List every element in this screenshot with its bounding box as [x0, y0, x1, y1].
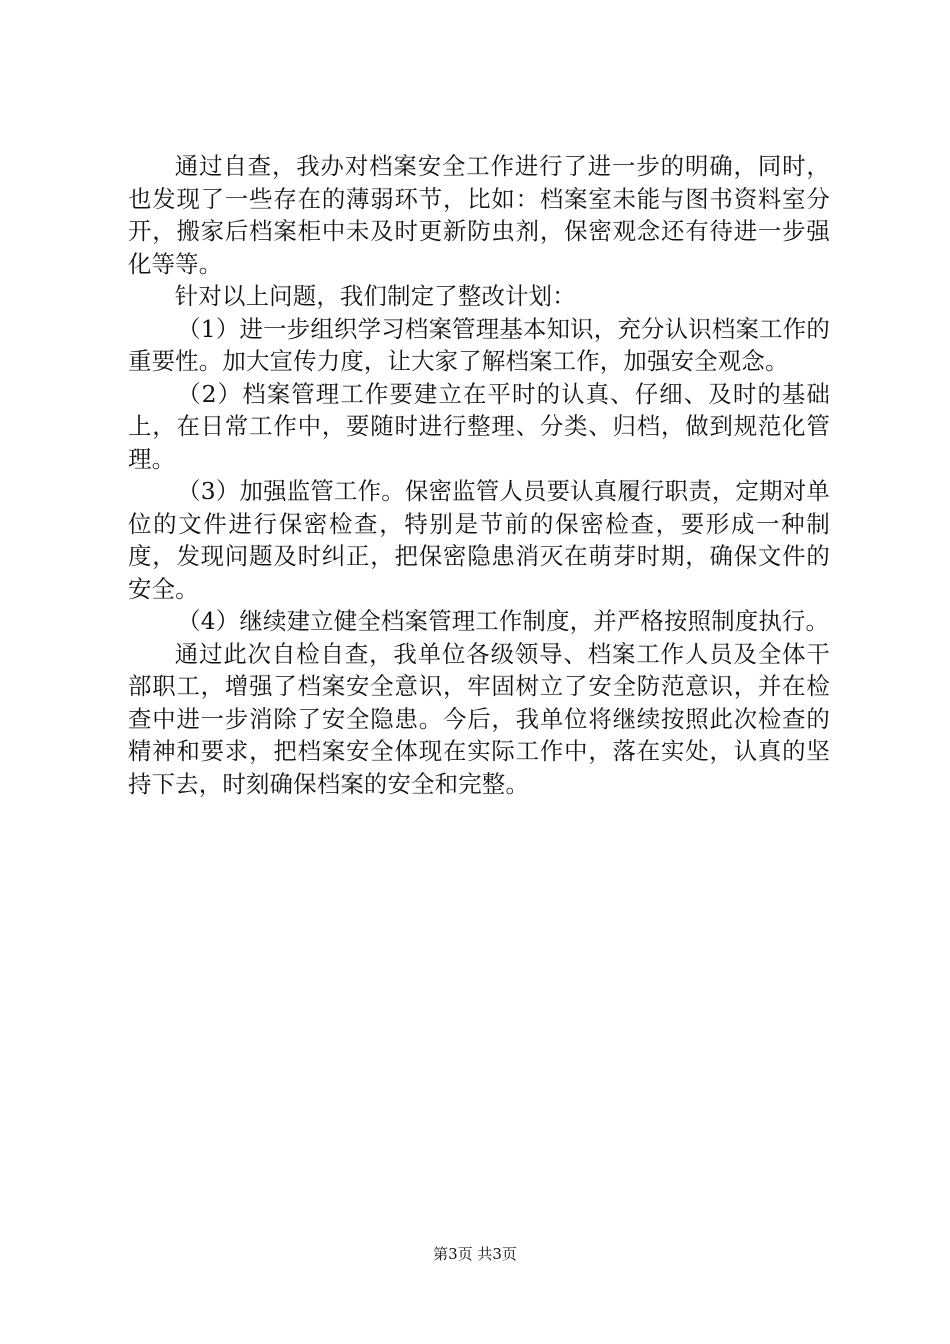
paragraph-plan-item-3: （3）加强监管工作。保密监管人员要认真履行职责，定期对单位的文件进行保密检查，特别是节前的保密检查，要形成一种制度，发现问题及时纠正，把保密隐患消灭在萌芽时期，确保文件的安全。: [128, 477, 830, 603]
paragraph-conclusion: 通过此次自检自查，我单位各级领导、档案工作人员及全体干部职工，增强了档案安全意识，牢固树立了安全防范意识，并在检查中进一步消除了安全隐患。今后，我单位将继续按照此次检查的精神和要求，把档案安全体现在实际工作中，落在实处，认真的坚持下去，时刻确保档案的安全和完整。: [128, 639, 830, 798]
paragraph-plan-item-2: （2）档案管理工作要建立在平时的认真、仔细、及时的基础上，在日常工作中，要随时进行整理、分类、归档，做到规范化管理。: [128, 379, 830, 473]
paragraph-plan-item-4: （4）继续建立健全档案管理工作制度，并严格按照制度执行。: [177, 607, 830, 635]
paragraph-self-inspection: 通过自查，我办对档案安全工作进行了进一步的明确，同时，也发现了一些存在的薄弱环节，比如：档案室未能与图书资料室分开，搬家后档案柜中未及时更新防虫剂，保密观念还有待进一步强化等等。: [128, 152, 830, 278]
page-number-footer: 第3页 共3页: [433, 1245, 517, 1263]
paragraph-plan-item-1: （1）进一步组织学习档案管理基本知识，充分认识档案工作的重要性。加大宣传力度，让大家了解档案工作，加强安全观念。: [128, 314, 830, 375]
paragraph-rectification-intro: 针对以上问题，我们制定了整改计划：: [174, 282, 576, 310]
document-body: [128, 150, 830, 800]
